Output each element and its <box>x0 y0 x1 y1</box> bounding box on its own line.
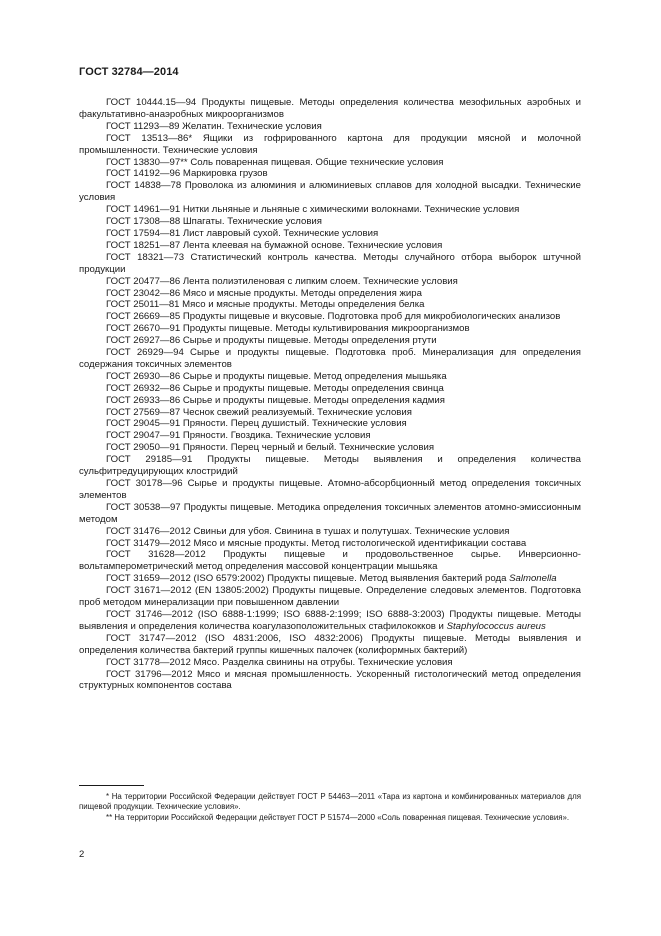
reference-item <box>79 478 581 502</box>
reference-item <box>79 442 581 454</box>
reference-text: ГОСТ 13513—86* Ящики из гофрированного картона для продукции мясной и молочной промышленности. Технические условия <box>79 132 581 156</box>
reference-text: ГОСТ 26933—86 Сырье и продукты пищевые. Методы определения кадмия <box>106 394 445 406</box>
reference-item <box>79 395 581 407</box>
reference-item <box>79 430 581 442</box>
reference-item <box>79 240 581 252</box>
reference-item <box>79 407 581 419</box>
reference-text: ГОСТ 31671—2012 (EN 13805:2002) Продукты пищевые. Определение следовых элементов. Подготовка проб методом минерализации при повышенном давлении <box>79 585 581 609</box>
reference-text: ГОСТ 26929—94 Сырье и продукты пищевые. Подготовка проб. Минерализация для определения содержания токсичных элементов <box>79 347 581 370</box>
reference-text: ГОСТ 25011—81 Мясо и мясные продукты. Методы определения белка <box>106 299 425 311</box>
reference-item <box>79 633 581 657</box>
reference-item <box>79 335 581 347</box>
reference-item <box>79 323 581 335</box>
reference-text: ГОСТ 27569—87 Чеснок свежий реализуемый. Технические условия <box>106 406 412 418</box>
footnote-item: * На территории Российской Федерации действует ГОСТ Р 54463—2011 «Тара из картона и комбинированных материалов для пищевой продукции. Технические условия». <box>79 792 581 812</box>
reference-item <box>79 228 581 240</box>
reference-item <box>79 383 581 395</box>
reference-text: ГОСТ 14838—78 Проволока из алюминия и алюминиевых сплавов для холодной высадки. Технические условия <box>79 180 581 204</box>
reference-item <box>79 252 581 276</box>
reference-item <box>79 538 581 550</box>
reference-item <box>79 573 581 585</box>
reference-item <box>79 288 581 300</box>
reference-italic-term: Salmonella <box>509 573 557 585</box>
reference-text: ГОСТ 18251—87 Лента клеевая на бумажной основе. Технические условия <box>106 239 443 251</box>
reference-item <box>79 299 581 311</box>
reference-item <box>79 454 581 478</box>
page-number: 2 <box>79 849 85 860</box>
reference-text: ГОСТ 26930—86 Сырье и продукты пищевые. Метод определения мышьяка <box>106 370 447 382</box>
reference-item <box>79 549 581 573</box>
reference-text: ГОСТ 11293—89 Желатин. Технические условия <box>106 120 322 132</box>
reference-text: ГОСТ 31796—2012 Мясо и мясная промышленность. Ускоренный гистологический метод определения структурных компонентов состава <box>79 668 581 692</box>
reference-text: ГОСТ 13830—97** Соль поваренная пищевая. Общие технические условия <box>106 156 444 168</box>
reference-item <box>79 526 581 538</box>
reference-text: ГОСТ 26932—86 Сырье и продукты пищевые. Методы определения свинца <box>106 382 444 394</box>
reference-item <box>79 180 581 204</box>
reference-item <box>79 311 581 323</box>
reference-text: ГОСТ 29045—91 Пряности. Перец душистый. Технические условия <box>106 418 407 430</box>
reference-text: ГОСТ 30538—97 Продукты пищевые. Методика определения токсичных элементов атомно-эмиссионным методом <box>79 501 581 525</box>
reference-text: ГОСТ 14961—91 Нитки льняные и льняные с химическими волокнами. Технические условия <box>106 204 520 216</box>
reference-item <box>79 609 581 633</box>
reference-item <box>79 585 581 609</box>
reference-item <box>79 418 581 430</box>
reference-item <box>79 347 581 371</box>
reference-text: ГОСТ 26927—86 Сырье и продукты пищевые. Методы определения ртути <box>106 335 437 347</box>
reference-item <box>79 168 581 180</box>
reference-text: ГОСТ 17594—81 Лист лавровый сухой. Технические условия <box>106 227 379 239</box>
reference-text: ГОСТ 31746—2012 (ISO 6888-1:1999; ISO 6888-2:1999; ISO 6888-3:2003) Продукты пищевые. Методы выявления и определения количества коагулазоположительных стафилококков и <box>79 608 581 632</box>
reference-item <box>79 133 581 157</box>
reference-item <box>79 371 581 383</box>
reference-item <box>79 276 581 288</box>
reference-item <box>79 502 581 526</box>
reference-italic-term: Staphylococcus aureus <box>446 620 546 632</box>
reference-text: ГОСТ 31479—2012 Мясо и мясные продукты. Метод гистологической идентификации состава <box>106 537 527 549</box>
reference-text: ГОСТ 30178—96 Сырье и продукты пищевые. Атомно-абсорбционный метод определения токсичных элементов <box>79 478 581 501</box>
reference-text: ГОСТ 29185—91 Продукты пищевые. Методы выявления и определения количества сульфитредуцирующих клостридий <box>79 454 581 478</box>
footnote-item: ** На территории Российской Федерации действует ГОСТ Р 51574—2000 «Соль поваренная пищевая. Технические условия». <box>106 813 570 823</box>
reference-text: ГОСТ 18321—73 Статистический контроль качества. Методы случайного отбора выборок штучной продукции <box>79 251 581 275</box>
reference-text: ГОСТ 26670—91 Продукты пищевые. Методы культивирования микроорганизмов <box>106 323 470 335</box>
reference-item <box>79 669 581 693</box>
reference-text: ГОСТ 29050—91 Пряности. Перец черный и белый. Технические условия <box>106 442 435 454</box>
reference-item <box>79 121 581 133</box>
reference-text: ГОСТ 31659—2012 (ISO 6579:2002) Продукты пищевые. Метод выявления бактерий рода <box>106 573 507 585</box>
reference-item <box>79 216 581 228</box>
reference-text: ГОСТ 17308—88 Шпагаты. Технические условия <box>106 216 322 228</box>
document-header: ГОСТ 32784—2014 <box>79 66 179 78</box>
reference-text: ГОСТ 29047—91 Пряности. Гвоздика. Технические условия <box>106 430 371 442</box>
reference-text: ГОСТ 31476—2012 Свиньи для убоя. Свинина в тушах и полутушах. Технические условия <box>106 525 510 537</box>
reference-item <box>79 204 581 216</box>
reference-text: ГОСТ 20477—86 Лента полиэтиленовая с липким слоем. Технические условия <box>106 275 458 287</box>
reference-text: ГОСТ 31628—2012 Продукты пищевые и продовольственное сырье. Инверсионно-вольтамперометрический метод определения массовой концентрации мышьяка <box>79 549 581 573</box>
footnote-separator <box>79 785 144 786</box>
reference-text: ГОСТ 26669—85 Продукты пищевые и вкусовые. Подготовка проб для микробиологических анализов <box>106 311 561 323</box>
normative-references-list <box>79 97 581 692</box>
reference-text: ГОСТ 31778—2012 Мясо. Разделка свинины на отрубы. Технические условия <box>106 656 453 668</box>
reference-text: ГОСТ 14192—96 Маркировка грузов <box>106 168 268 180</box>
reference-text: ГОСТ 23042—86 Мясо и мясные продукты. Методы определения жира <box>106 287 422 299</box>
reference-text: ГОСТ 31747—2012 (ISO 4831:2006, ISO 4832:2006) Продукты пищевые. Методы выявления и определения количества бактерий группы кишечных палочек (колиформных бактерий) <box>79 632 581 656</box>
reference-item <box>79 97 581 121</box>
reference-item <box>79 157 581 169</box>
reference-text: ГОСТ 10444.15—94 Продукты пищевые. Методы определения количества мезофильных аэробных и факультативно-анаэробных микроорганизмов <box>79 97 581 120</box>
reference-item <box>79 657 581 669</box>
footnotes <box>79 792 581 825</box>
